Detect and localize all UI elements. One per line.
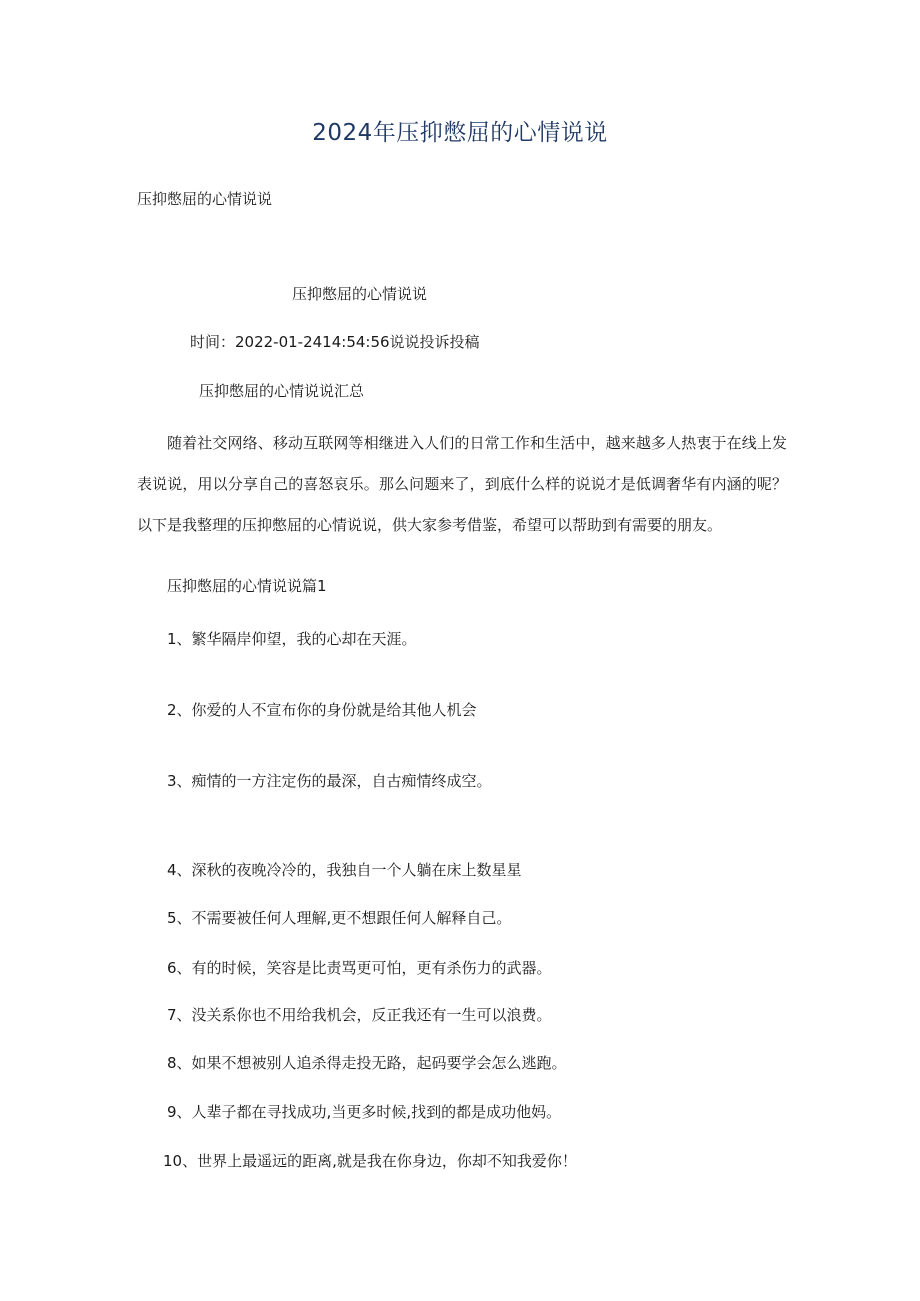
list-item: 3、痴情的一方注定伤的最深，自古痴情终成空。: [167, 772, 492, 790]
document-title: 2024年压抑憋屈的心情说说: [312, 120, 608, 146]
intro-paragraph: 随着社交网络、移动互联网等相继进入人们的日常工作和生活中，越来越多人热衷于在线上发表说说，用以分享自己的喜怒哀乐。那么问题来了，到底什么样的说说才是低调奢华有内涵的呢？以下是我整理的压抑憋屈的心情说说，供大家参考借鉴，希望可以帮助到有需要的朋友。: [137, 434, 787, 534]
list-item: 10、世界上最遥远的距离,就是我在你身边，你却不知我爱你！: [163, 1152, 577, 1170]
list-item: 4、深秋的夜晚冷冷的，我独自一个人躺在床上数星星: [167, 861, 522, 879]
list-item: 6、有的时候，笑容是比责骂更可怕，更有杀伤力的武器。: [167, 959, 552, 977]
document-subtitle: 压抑憋屈的心情说说: [137, 190, 273, 208]
chapter-heading: 压抑憋屈的心情说说篇1: [167, 577, 327, 595]
section-heading: 压抑憋屈的心情说说汇总: [199, 382, 365, 400]
list-item: 2、你爱的人不宣布你的身份就是给其他人机会: [167, 701, 477, 719]
list-item: 7、没关系你也不用给我机会，反正我还有一生可以浪费。: [167, 1006, 552, 1024]
article-meta: 时间：2022-01-2414:54:56说说投诉投稿: [190, 333, 480, 351]
list-item: 8、如果不想被别人追杀得走投无路，起码要学会怎么逃跑。: [167, 1054, 567, 1072]
list-item: 1、繁华隔岸仰望，我的心却在天涯。: [167, 630, 417, 648]
list-item: 5、不需要被任何人理解,更不想跟任何人解释自己。: [167, 909, 512, 927]
list-item: 9、人辈子都在寻找成功,当更多时候,找到的都是成功他妈。: [167, 1103, 562, 1121]
article-title: 压抑憋屈的心情说说: [292, 285, 428, 303]
